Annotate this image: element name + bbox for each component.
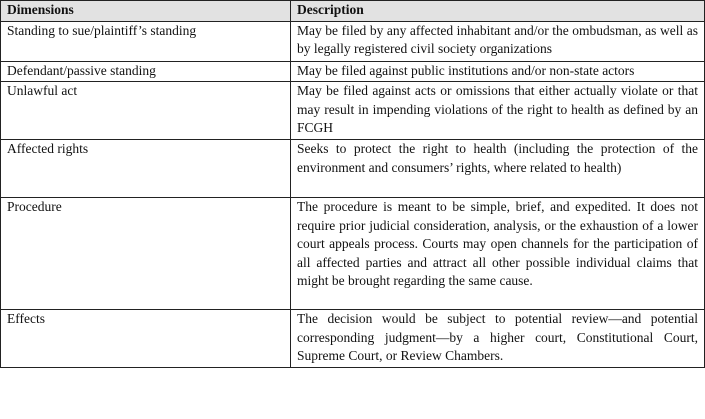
dimension-cell: Effects xyxy=(1,310,291,368)
table-row xyxy=(1,140,705,198)
table-row xyxy=(1,82,705,140)
table-header-row xyxy=(1,1,705,22)
header-dimensions: Dimensions xyxy=(1,1,291,22)
dimension-cell: Affected rights xyxy=(1,140,291,198)
dimension-cell: Defendant/passive standing xyxy=(1,61,291,82)
description-cell: The procedure is meant to be simple, brief, and expedited. It does not require prior judicial consideration, analysis, or the exhaustion of a lower court appeals process. Courts may open channels for the participation of all affected parties and attract all other possible individual claims that might be brought regarding the same cause. xyxy=(291,198,705,310)
description-cell: Seeks to protect the right to health (including the protection of the environment and consumers’ rights, where related to health) xyxy=(291,140,705,198)
dimension-cell: Standing to sue/plaintiff’s standing xyxy=(1,21,291,61)
dimension-cell: Unlawful act xyxy=(1,82,291,140)
description-cell: May be filed by any affected inhabitant and/or the ombudsman, as well as by legally registered civil society organizations xyxy=(291,21,705,61)
table-row xyxy=(1,61,705,82)
table-row xyxy=(1,310,705,368)
description-cell: The decision would be subject to potential review—and potential corresponding judgment—by a higher court, Constitutional Court, Supreme Court, or Review Chambers. xyxy=(291,310,705,368)
header-description: Description xyxy=(291,1,705,22)
table-row xyxy=(1,198,705,310)
description-cell: May be filed against public institutions and/or non-state actors xyxy=(291,61,705,82)
dimension-cell: Procedure xyxy=(1,198,291,310)
description-cell: May be filed against acts or omissions that either actually violate or that may result in impending violations of the right to health as defined by an FCGH xyxy=(291,82,705,140)
table-row xyxy=(1,21,705,61)
